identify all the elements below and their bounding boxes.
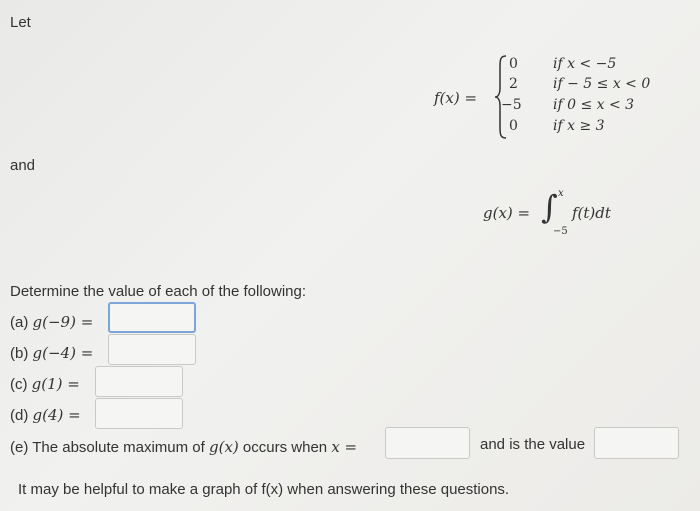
integral-upper-limit: x — [558, 188, 564, 199]
g-definition-lhs: g(x) = — [483, 204, 531, 222]
let-text: Let — [10, 14, 31, 31]
item-expression: g(−9) = — [32, 313, 94, 331]
question-prompt: Determine the value of each of the following: — [10, 283, 307, 300]
item-label: (b) — [10, 345, 29, 362]
integral-sign: ∫ — [541, 188, 558, 226]
case-condition: if − 5 ≤ x < 0 — [553, 76, 651, 92]
answer-d-input[interactable] — [95, 398, 183, 429]
item-e-occurs: occurs when — [242, 439, 328, 456]
item-b-row — [10, 344, 93, 362]
item-c-row — [10, 375, 80, 393]
item-e-x-eq: x = — [331, 438, 358, 456]
item-e-label: (e) The absolute maximum of — [10, 439, 205, 456]
case-condition: if x ≥ 3 — [553, 118, 605, 134]
item-e-row — [10, 438, 357, 456]
case-value: 0 — [509, 56, 518, 72]
and-text: and — [10, 157, 36, 174]
case-condition: if x < −5 — [553, 56, 617, 72]
item-expression: g(1) = — [31, 375, 80, 393]
answer-b-input[interactable] — [108, 334, 196, 365]
item-e-gx: g(x) — [208, 438, 239, 456]
item-expression: g(4) = — [32, 406, 81, 424]
answer-e-max-input[interactable] — [594, 427, 679, 459]
item-expression: g(−4) = — [32, 344, 94, 362]
hint-text: It may be helpful to make a graph of f(x) when answering these questions. — [18, 481, 510, 498]
answer-c-input[interactable] — [95, 366, 183, 397]
item-label: (c) — [10, 376, 28, 393]
case-value: 0 — [509, 118, 518, 134]
item-label: (a) — [10, 314, 29, 331]
item-a-row — [10, 313, 93, 331]
case-value: −5 — [501, 97, 522, 113]
answer-a-input[interactable] — [108, 302, 196, 333]
answer-e-x-input[interactable] — [385, 427, 470, 459]
case-value: 2 — [509, 76, 518, 92]
case-condition: if 0 ≤ x < 3 — [553, 97, 635, 113]
item-d-row — [10, 406, 81, 424]
integral-lower-limit: −5 — [553, 226, 568, 237]
integrand: f(t)dt — [572, 204, 611, 222]
item-label: (d) — [10, 407, 29, 424]
f-definition-lhs: f(x) = — [434, 89, 478, 107]
item-e-middle-text: and is the value — [480, 436, 586, 453]
